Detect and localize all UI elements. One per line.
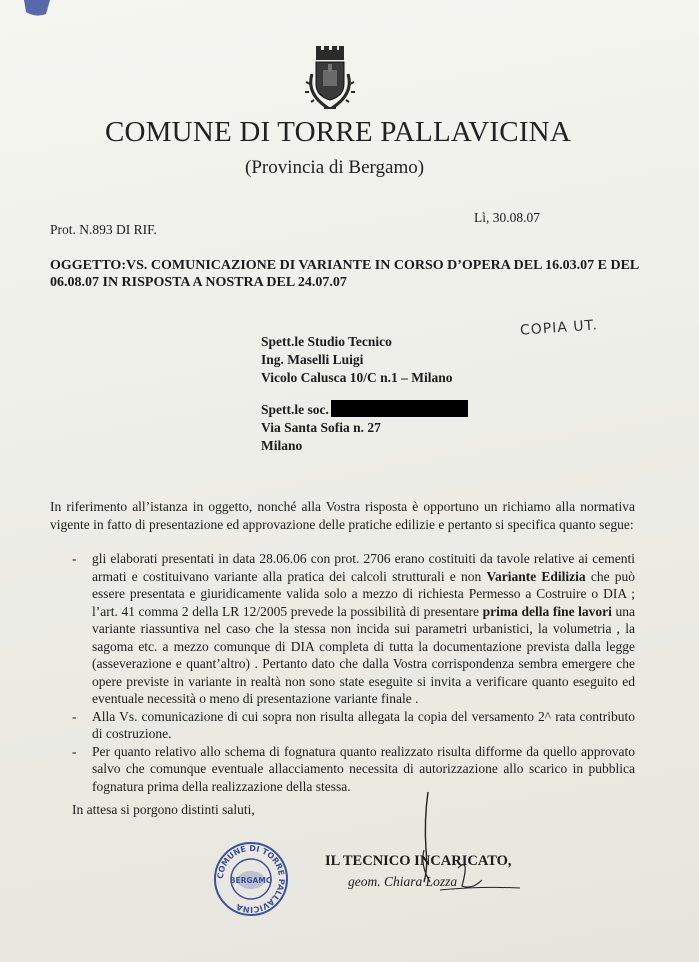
recipient-line: Ing. Maselli Luigi <box>261 352 364 367</box>
closing-line: In attesa si porgono distinti saluti, <box>72 802 255 817</box>
protocol-number: Prot. N.893 DI RIF. <box>50 222 157 237</box>
official-stamp <box>212 840 290 918</box>
item-text: che può essere presentata e giuridicamente valida solo a mezzo di richiesta Permesso a Costruire o DIA ; l’art. 41 comma 2 della LR 12/2005 prevede la possibilità di presentare <box>92 568 636 619</box>
item-text-bold: Variante Edilizia <box>486 568 586 584</box>
recipient-studio <box>261 333 453 387</box>
item-text: una variante riassuntiva nel caso che la stessa non incida sui parametri urbanistici, la volumetria , la sagoma etc. a mezzo comunque di DIA completa di tutta la documentazione prevista dalla legge (asseverazione e quant’altro) . Pertanto dato che dalla Vostra corrispondenza sembra emergere che opere previste in variante in realtà non sono state eseguite si invita a verificare quanto eseguito ed eventuale necessità o meno di presentazione variante finale . <box>92 603 636 706</box>
stamp-ring-text: COMUNE DI TORRE PALLAVICINA <box>215 843 287 915</box>
page-subtitle: (Provincia di Bergamo) <box>245 157 425 178</box>
subject-line: OGGETTO:VS. COMUNICAZIONE DI VARIANTE IN CORSO D’OPERA DEL 16.03.07 E DEL 06.08.07 IN RISPOSTA A NOSTRA DEL 24.07.07 <box>50 258 639 290</box>
list-dash: - <box>72 743 77 759</box>
list-item <box>72 708 635 743</box>
body-intro: In riferimento all’istanza in oggetto, nonché alla Vostra risposta è opportuno un richiamo alla normativa vigente in fatto di presentazione ed approvazione delle pratiche edilizie e pertanto si specifica quanto segue: <box>50 499 635 532</box>
document-date: Lì, 30.08.07 <box>474 210 540 225</box>
item-text: gli elaborati presentati in data 28.06.06 con prot. 2706 erano costituiti da tavole relative ai cementi armati e costituivano variante alla pratica dei calcoli strutturali e non <box>92 551 635 584</box>
item-text: Per quanto relativo allo schema di fognatura quanto realizzato risulta difforme da quello approvato salvo che comunque eventuale allacciamento necessita di autorizzazione allo scarico in pubblica fognatura prima della realizzazione della stessa. <box>92 743 635 794</box>
recipient-line: Milano <box>261 438 303 453</box>
handwritten-note: COPIA UT. <box>519 317 599 339</box>
recipient-line: Spett.le Studio Tecnico <box>261 334 392 349</box>
list-item <box>72 743 635 796</box>
signer-role: IL TECNICO INCARICATO, <box>325 853 512 869</box>
redaction-bar <box>331 400 468 417</box>
list-dash: - <box>72 551 77 566</box>
recipient-line: Via Santa Sofia n. 27 <box>261 420 381 435</box>
item-text: Alla Vs. comunicazione di cui sopra non risulta allegata la copia del versamento 2^ rata contributo di costruzione. <box>92 708 635 741</box>
recipient-line: Vicolo Calusca 10/C n.1 – Milano <box>261 370 453 385</box>
recipient-line: Spett.le soc. <box>261 402 329 417</box>
recipient-company <box>261 400 468 455</box>
municipal-crest <box>302 44 358 114</box>
signer-name: geom. Chiara Lozza <box>348 874 458 889</box>
stamp-center-text: BERGAMO <box>229 876 273 885</box>
list-item <box>72 550 635 708</box>
corner-stamp-fragment <box>22 0 52 16</box>
body-list <box>72 550 635 795</box>
page-title: COMUNE DI TORRE PALLAVICINA <box>105 116 571 148</box>
list-dash: - <box>72 708 77 724</box>
item-text-bold: prima della fine lavori <box>482 603 612 619</box>
